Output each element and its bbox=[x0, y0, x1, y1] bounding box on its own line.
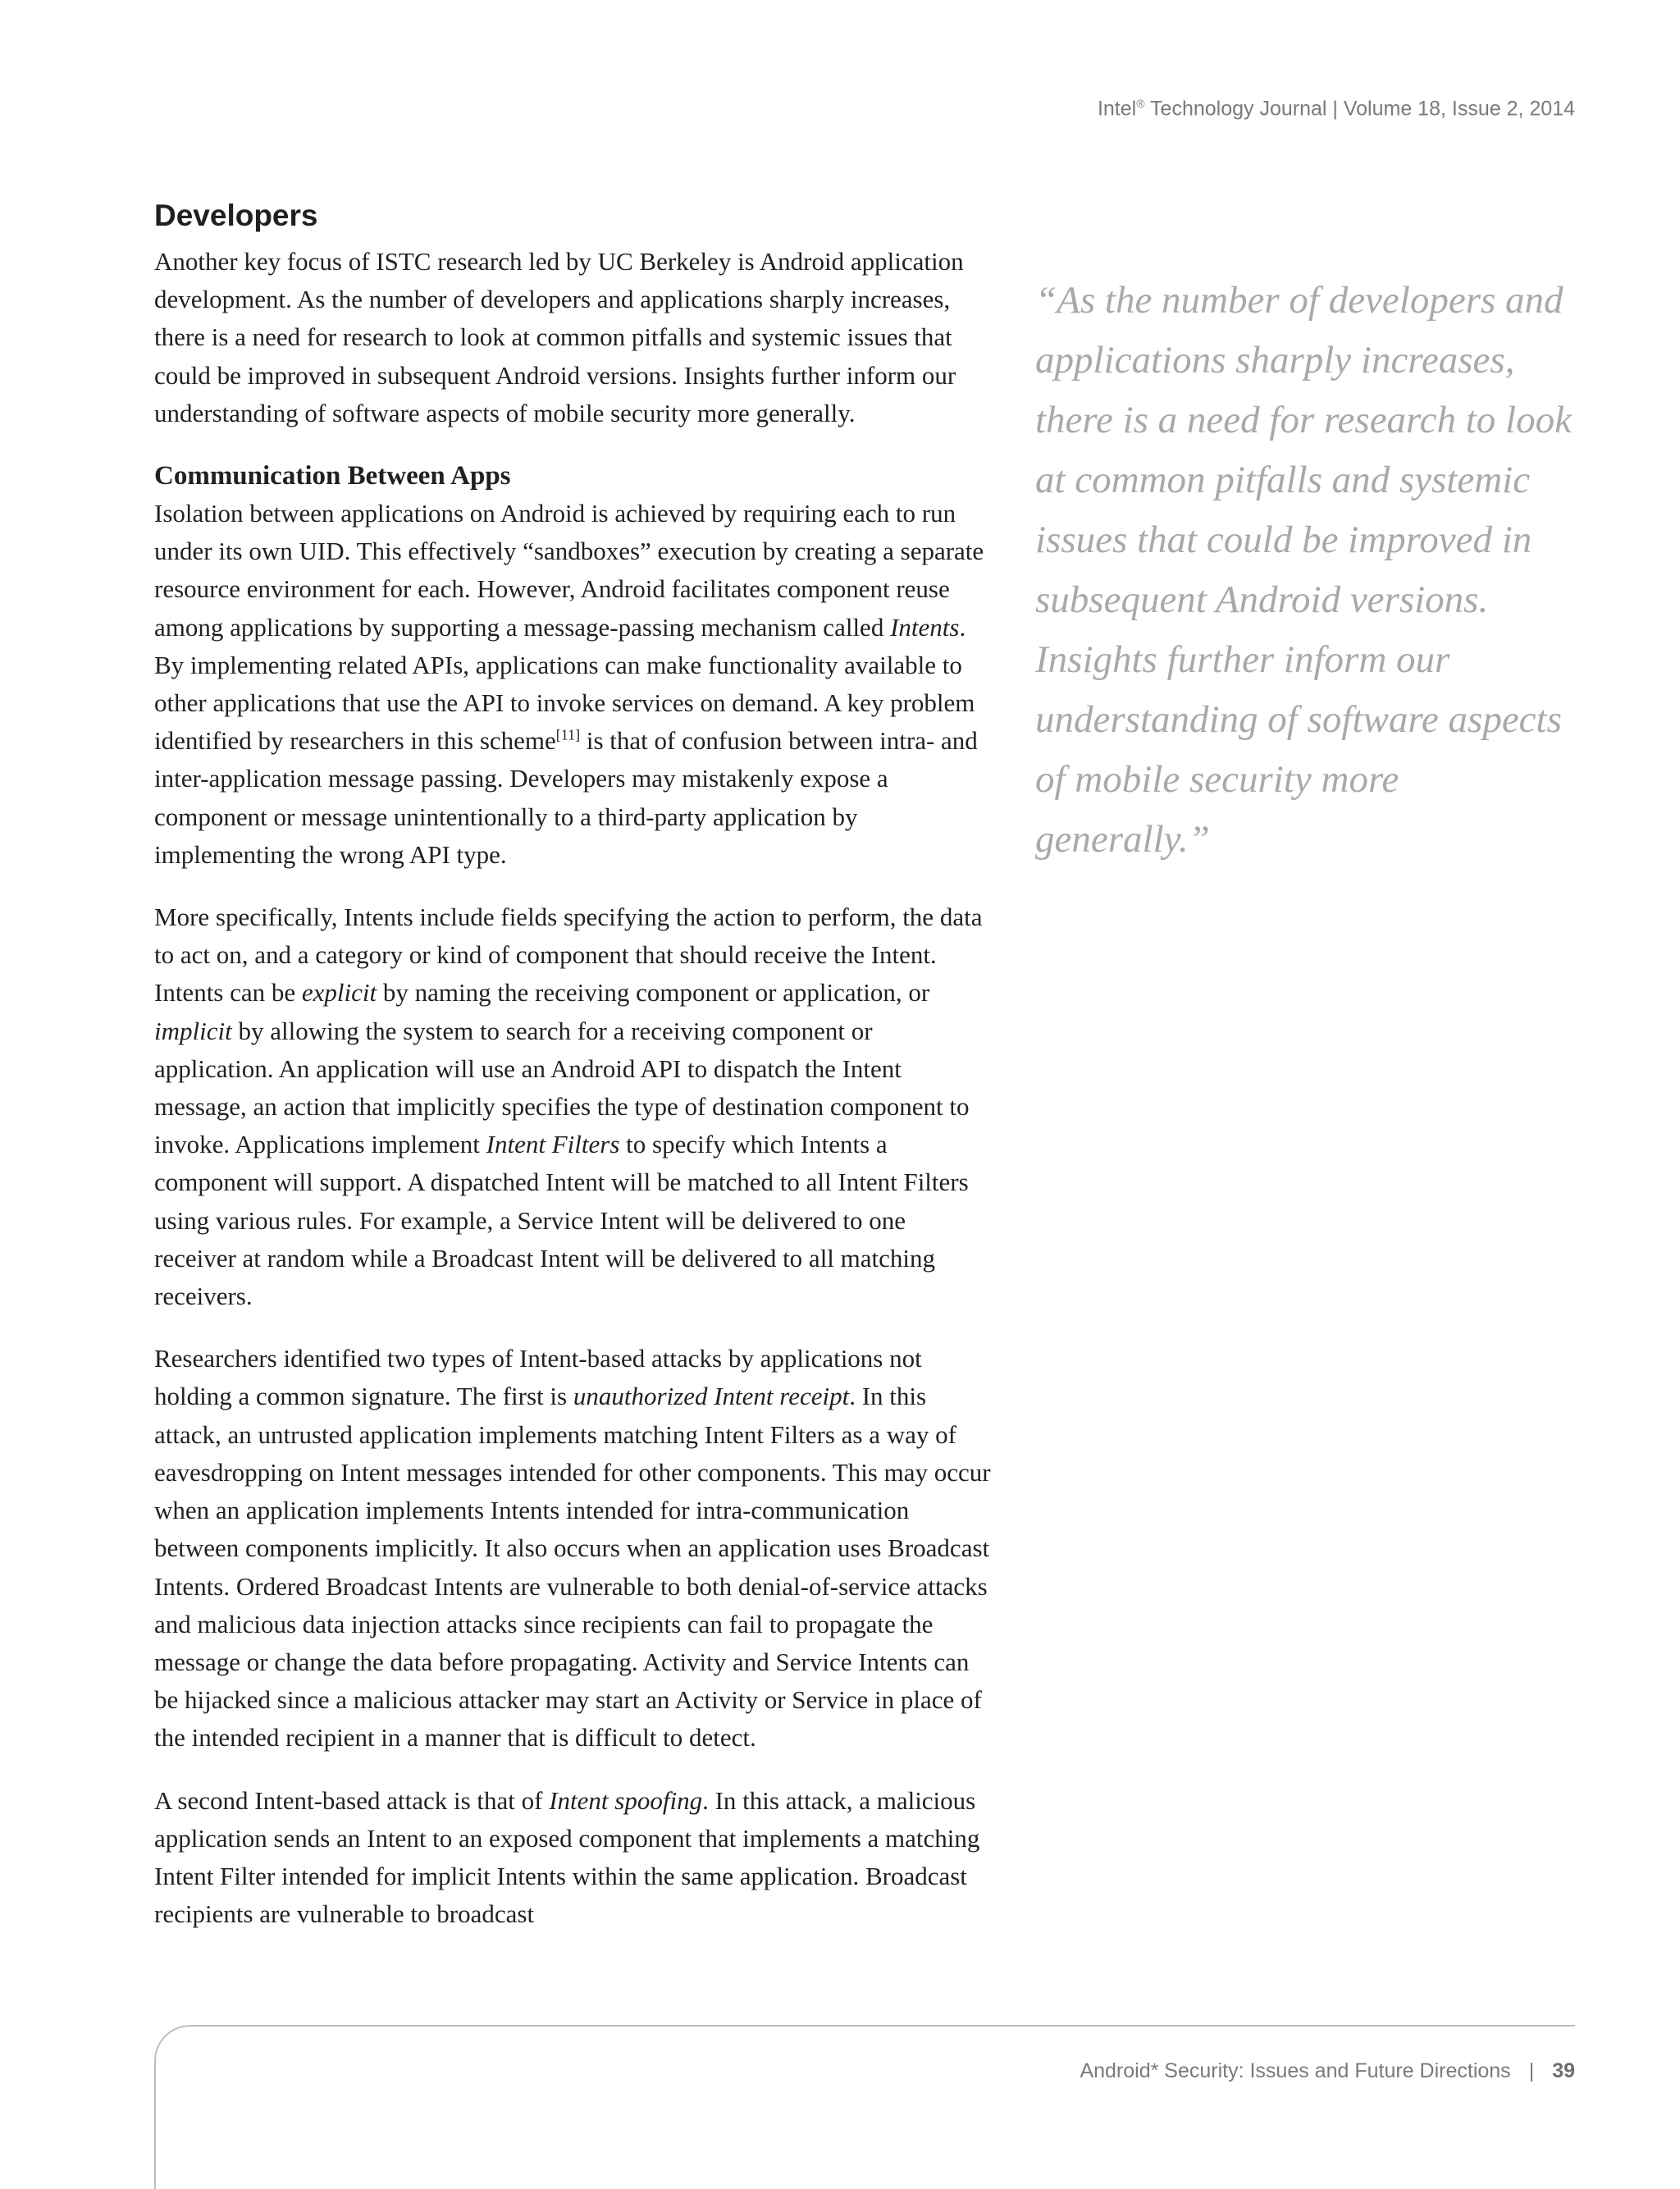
footer-separator: | bbox=[1528, 2059, 1535, 2082]
term-intents: Intents bbox=[890, 612, 960, 642]
paragraph-attacks: Researchers identified two types of Intent-based attacks by applications not holding a common signature. The first is unauthorized Intent receipt. In this attack, an untrusted application implements matching Intent Filters as a way of eavesdropping on Intent messages intended for other components. This may occur when an application implements Intents intended for intra-communication between components implicitly. It also occurs when an application uses Broadcast Intents. Ordered Broadcast Intents are vulnerable to both denial-of-service attacks and malicious data injection attacks since recipients can fail to propagate the message or change the data before propagating. Activity and Service Intents can be hijacked since a malicious attacker may start an Activity or Service in place of the intended recipient in a manner that is difficult to detect. bbox=[154, 1344, 991, 1753]
citation-reference: [11] bbox=[555, 726, 581, 743]
subsection-heading: Communication Between Apps bbox=[154, 461, 511, 491]
journal-header bbox=[1098, 97, 1575, 121]
paragraph-spoofing: A second Intent-based attack is that of Intent spoofing. In this attack, a malicious application sends an Intent to an exposed component that implements a matching Intent Filter intended for implicit Intents within the same application. Broadcast recipients are vulnerable to broadcast bbox=[154, 1785, 980, 1929]
journal-name: Intel bbox=[1097, 97, 1137, 121]
registered-mark: ® bbox=[1136, 97, 1145, 110]
paragraph-intent-fields: More specifically, Intents include fields specifying the action to perform, the data to act on, and a category or kind of component that should receive the Intent. Intents can be explicit by naming the receiving component or application, or implicit by allowing the system to search for a receiving component or application. An application will use an Android API to dispatch the Intent message, an action that implicitly specifies the type of destination component to invoke. Applications implement Intent Filters to specify which Intents a component will support. A dispatched Intent will be matched to all Intent Filters using various rules. For example, a Service Intent will be delivered to one receiver at random while a Broadcast Intent will be delivered to all matching receivers. bbox=[154, 903, 983, 1311]
section-heading: Developers bbox=[154, 199, 318, 232]
term-unauthorized-receipt: unauthorized Intent receipt bbox=[573, 1382, 850, 1411]
main-column bbox=[154, 197, 991, 1958]
term-implicit: implicit bbox=[154, 1016, 232, 1045]
pull-quote: “As the number of developers and applications sharply increases, there is a need for research to look at common pitfalls and systemic issues that could be improved in subsequent Android versions. Insights further inform our understanding of software aspects of mobile security more generally.” bbox=[1035, 279, 1572, 861]
paragraph-isolation: Isolation between applications on Android is achieved by requiring each to run under its own UID. This effectively “sandboxes” execution by creating a separate resource environment for each. However, Android facilitates component reuse among applications by supporting a message-passing mechanism called Intents. By implementing related APIs, applications can make functionality available to other applications that use the API to invoke services on demand. A key problem identified by researchers in this scheme[11] is that of confusion between intra- and inter-application message passing. Developers may mistakenly expose a component or message unintentionally to a third-party application by implementing the wrong API type. bbox=[154, 499, 984, 869]
intro-paragraph: Another key focus of ISTC research led by UC Berkeley is Android application development. As the number of developers and applications sharply increases, there is a need for research to look at common pitfalls and systemic issues that could be improved in subsequent Android versions. Insights further inform our understanding of software aspects of mobile security more generally. bbox=[154, 247, 964, 427]
article-title: Android* Security: Issues and Future Directions bbox=[1080, 2059, 1511, 2082]
term-intent-spoofing: Intent spoofing bbox=[549, 1785, 703, 1815]
page-footer bbox=[1080, 2059, 1575, 2083]
term-intent-filters: Intent Filters bbox=[486, 1130, 620, 1159]
term-explicit: explicit bbox=[301, 978, 377, 1008]
page-number: 39 bbox=[1552, 2059, 1575, 2082]
footer-rule bbox=[154, 2025, 1575, 2189]
journal-issue: Technology Journal | Volume 18, Issue 2, 2014 bbox=[1144, 97, 1575, 121]
